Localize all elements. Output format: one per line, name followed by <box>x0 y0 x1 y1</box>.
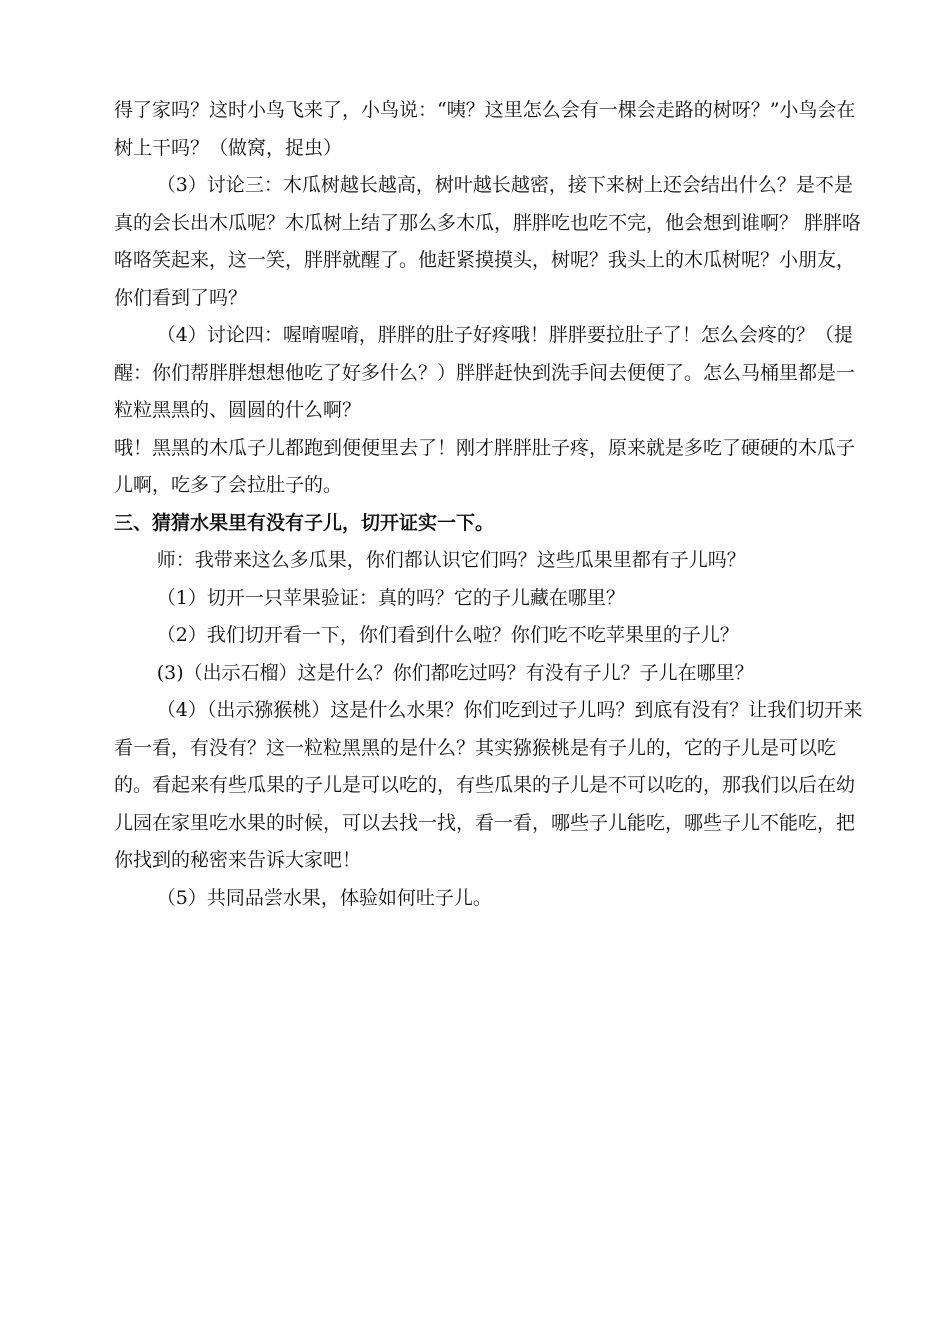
paragraph-step-4: （4）（出示猕猴桃）这是什么水果？你们吃到过子儿吗？到底有没有？让我们切开来看一看，有没有？这一粒粒黑黑的是什么？其实猕猴桃是有子儿的，它的子儿是可以吃的。看起来有些瓜果的子儿是可以吃的，有些瓜果的子儿是不可以吃的，那我们以后在幼儿园在家里吃水果的时候，可以去找一找，看一看，哪些子儿能吃，哪些子儿不能吃，把你找到的秘密来告诉大家吧！ <box>114 699 863 871</box>
paragraph-discussion-3: （3）讨论三：木瓜树越长越高，树叶越长越密，接下来树上还会结出什么？是不是真的会长出木瓜呢？木瓜树上结了那么多木瓜，胖胖吃也吃不完，他会想到谁啊？ 胖胖咯咯咯笑起来，这一笑，胖胖就醒了。他赶紧摸摸头，树呢？我头上的木瓜树呢？小朋友，你们看到了吗？ <box>114 174 862 309</box>
paragraph-teacher-intro: 师：我带来这么多瓜果，你们都认识它们吗？这些瓜果里都有子儿吗？ <box>156 549 746 571</box>
paragraph-continuation: 得了家吗？这时小鸟飞来了，小鸟说：“咦？这里怎么会有一棵会走路的树呀？”小鸟会在树上干吗？（做窝，捉虫） <box>114 99 856 159</box>
paragraph-step-3: (3)（出示石榴）这是什么？你们都吃过吗？有没有子儿？子儿在哪里？ <box>156 661 754 684</box>
paragraph-step-5: （5）共同品尝水果，体验如何吐子儿。 <box>156 886 492 909</box>
section-heading-3: 三、猜猜水果里有没有子儿，切开证实一下。 <box>114 511 495 534</box>
paragraph-discussion-4: （4）讨论四：喔唷喔唷，胖胖的肚子好疼哦！胖胖要拉肚子了！怎么会疼的？（提醒：你们帮胖胖想想他吃了好多什么？）胖胖赶快到洗手间去便便了。怎么马桶里都是一粒粒黑黑的、圆圆的什么啊？ <box>114 324 856 421</box>
paragraph-step-1: （1）切开一只苹果验证：真的吗？它的子儿藏在哪里？ <box>156 586 625 609</box>
document-body <box>114 92 864 917</box>
paragraph-step-2: （2）我们切开看一下，你们看到什么啦？你们吃不吃苹果里的子儿？ <box>156 624 739 646</box>
paragraph-explanation: 哦！黑黑的木瓜子儿都跑到便便里去了！刚才胖胖肚子疼，原来就是多吃了硬硬的木瓜子儿啊，吃多了会拉肚子的。 <box>114 436 856 496</box>
